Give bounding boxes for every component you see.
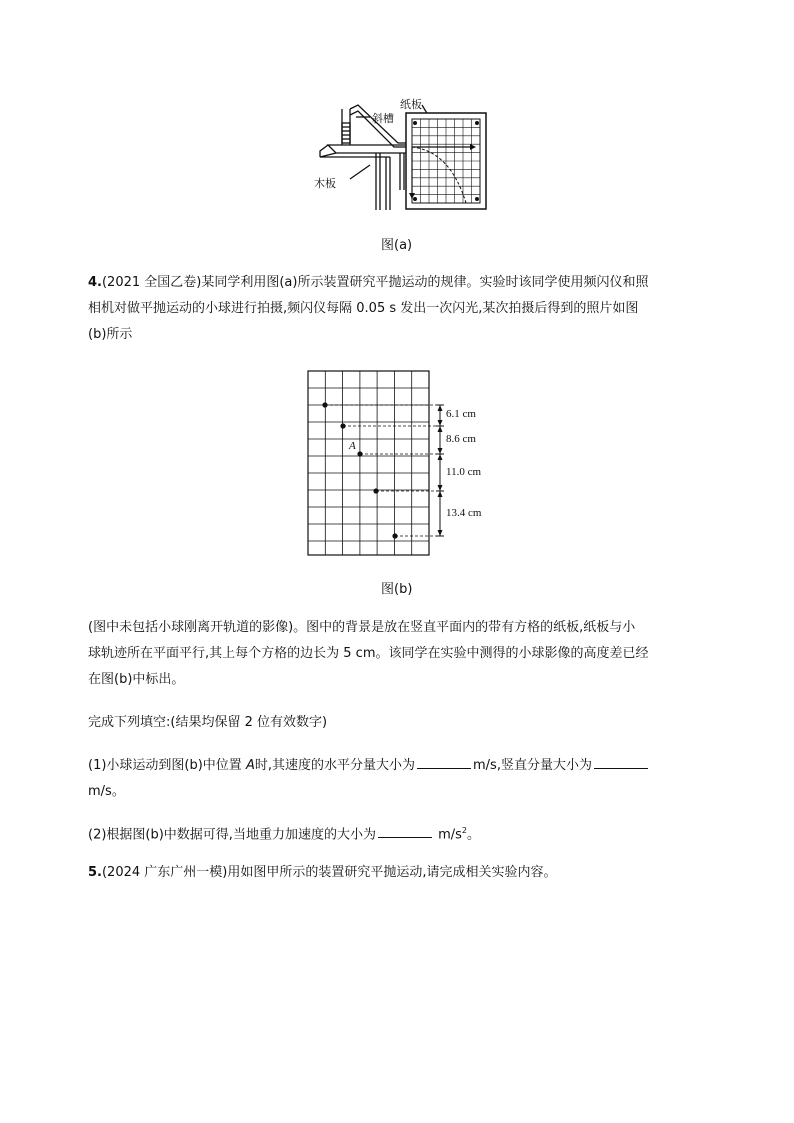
answer-blank-gravity[interactable] xyxy=(378,823,432,838)
q4-intro xyxy=(88,270,708,348)
figure-b-grid-photo xyxy=(300,365,500,560)
measurement-4: 13.4 cm xyxy=(446,507,482,519)
answer-blank-vertical[interactable] xyxy=(594,754,648,769)
label-wood-board: 木板 xyxy=(314,177,336,190)
sub1-unit2: m/s。 xyxy=(88,784,125,799)
sub1-part-a: (1)小球运动到图(b)中位置 xyxy=(88,758,246,773)
q4-number: 4. xyxy=(88,275,102,290)
figure-a-caption: 图(a) xyxy=(381,238,413,253)
point-a-label: A xyxy=(349,440,356,452)
sub2-unit: m/s xyxy=(438,827,462,843)
label-paper-board: 纸板 xyxy=(400,98,422,111)
q4-intro-line3: (b)所示 xyxy=(88,327,133,342)
q4-intro-line1: (2021 全国乙卷)某同学利用图(a)所示装置研究平抛运动的规律。实验时该同学使用频闪仪和照 xyxy=(101,275,649,290)
sub-question-2 xyxy=(88,818,708,848)
sub2-unit-sup: 2 xyxy=(461,826,468,835)
q4-intro-line2: 相机对做平抛运动的小球进行拍摄,频闪仪每隔 0.05 s 发出一次闪光,某次拍摄后得到的照片如图 xyxy=(88,301,639,316)
instruction: 完成下列填空:(结果均保留 2 位有效数字) xyxy=(88,715,328,730)
desc-line2: 球轨迹所在平面平行,其上每个方格的边长为 5 cm。该同学在实验中测得的小球影像的高度差已经 xyxy=(88,646,649,661)
measurement-3: 11.0 cm xyxy=(446,466,482,478)
sub1-unit1: m/s,竖直分量大小为 xyxy=(473,758,592,773)
figure-description xyxy=(88,615,708,693)
figure-b-caption: 图(b) xyxy=(381,582,413,597)
measurement-1: 6.1 cm xyxy=(446,408,476,420)
sub-question-1 xyxy=(88,753,708,805)
desc-line3: 在图(b)中标出。 xyxy=(88,672,185,687)
answer-blank-horizontal[interactable] xyxy=(417,754,471,769)
sub2-part-a: (2)根据图(b)中数据可得,当地重力加速度的大小为 xyxy=(88,827,376,843)
q5 xyxy=(88,860,708,886)
desc-line1: (图中未包括小球刚离开轨道的影像)。图中的背景是放在竖直平面内的带有方格的纸板,纸板与小 xyxy=(88,620,636,635)
measurement-2: 8.6 cm xyxy=(446,433,476,445)
sub2-end: 。 xyxy=(467,827,481,843)
sub1-part-b: 时,其速度的水平分量大小为 xyxy=(254,758,415,773)
q5-text: (2024 广东广州一模)用如图甲所示的装置研究平抛运动,请完成相关实验内容。 xyxy=(101,865,557,880)
q5-number: 5. xyxy=(88,865,102,880)
figure-a-apparatus xyxy=(300,95,500,215)
sub1-point: A xyxy=(245,758,255,773)
label-chute: 斜槽 xyxy=(372,112,394,125)
